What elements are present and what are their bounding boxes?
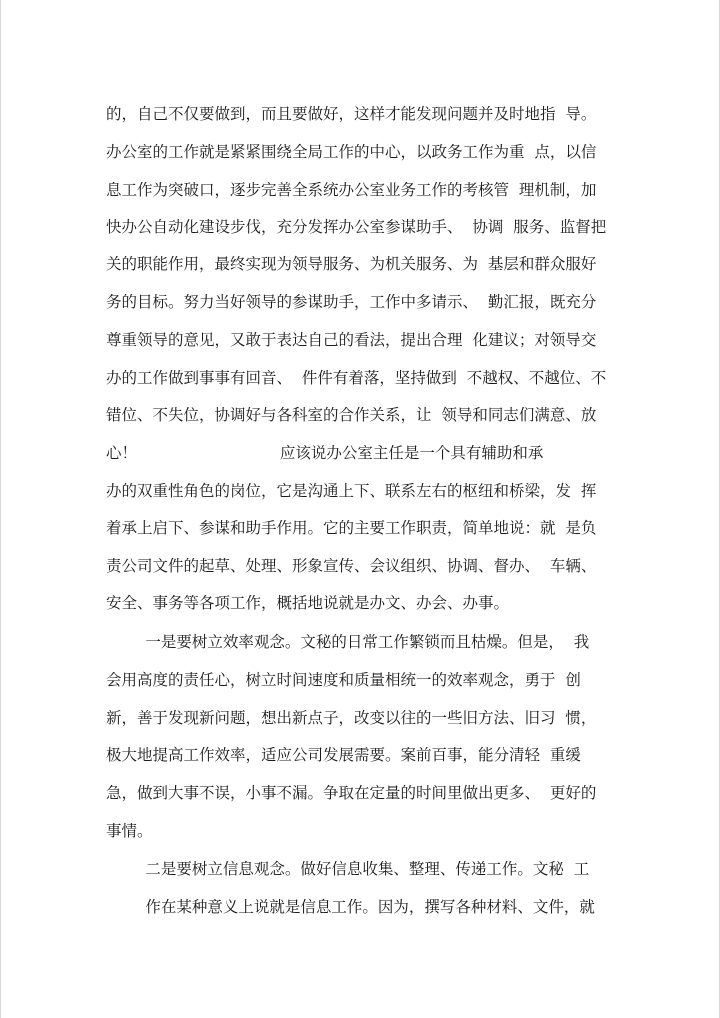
text-line: 心！ 应该说办公室主任是一个具有辅助和承 [106, 444, 544, 462]
text-line: 一是要树立效率观念。文秘的日常工作繁锁而且枯燥。但是， 我 [106, 633, 590, 651]
text-line: 极大地提高工作效率，适应公司发展需要。案前百事，能分清轻 重缓 [106, 746, 581, 764]
page-border-left [0, 0, 1, 1018]
text-line: 的，自己不仅要做到，而且要做好，这样才能发现问题并及时地指 导。 [106, 105, 597, 123]
text-line: 息工作为突破口，逐步完善全系统办公室业务工作的考核管 理机制，加 [106, 181, 597, 199]
text-line: 办公室的工作就是紧紧围绕全局工作的中心，以政务工作为重 点，以信 [106, 143, 597, 161]
text-line: 二是要树立信息观念。做好信息收集、整理、传递工作。文秘 工 [106, 860, 590, 878]
text-line: 新，善于发现新问题，想出新点子，改变以往的一些旧方法、旧习 惯， [106, 709, 597, 727]
text-line: 快办公自动化建设步伐，充分发挥办公室参谋助手、 协调 服务、监督把 [106, 218, 607, 236]
text-line: 着承上启下、参谋和助手作用。它的主要工作职责，简单地说：就 是负 [106, 519, 597, 537]
text-line: 办的双重性角色的岗位，它是沟通上下、联系左右的枢纽和桥梁，发 挥 [106, 482, 597, 500]
text-line: 务的目标。努力当好领导的参谋助手，工作中多请示、 勤汇报，既充分 [106, 293, 597, 311]
text-line: 事情。 [106, 822, 153, 840]
text-line: 关的职能作用，最终实现为领导服务、为机关服务、为 基层和群众服好 [106, 255, 597, 273]
text-line: 办的工作做到事事有回音、 件件有着落，坚持做到 不越权、不越位、不 [106, 369, 607, 387]
text-line: 尊重领导的意见，又敢于表达自己的看法，提出合理 化建议；对领导交 [106, 331, 597, 349]
text-line: 急，做到大事不误，小事不漏。争取在定量的时间里做出更多、 更好的 [106, 784, 597, 802]
text-line: 会用高度的责任心，树立时间速度和质量相统一的效率观念，勇于 创 [106, 671, 581, 689]
text-line: 安全、事务等各项工作，概括地说就是办文、办会、办事。 [106, 594, 510, 612]
text-line: 作在某种意义上说就是信息工作。因为，撰写各种材料、文件，就 [106, 898, 595, 916]
text-line: 错位、不失位，协调好与各科室的合作关系，让 领导和同志们满意、放 [106, 406, 597, 424]
text-line: 责公司文件的起草、处理、形象宣传、会议组织、协调、督办、 车辆、 [106, 557, 597, 575]
